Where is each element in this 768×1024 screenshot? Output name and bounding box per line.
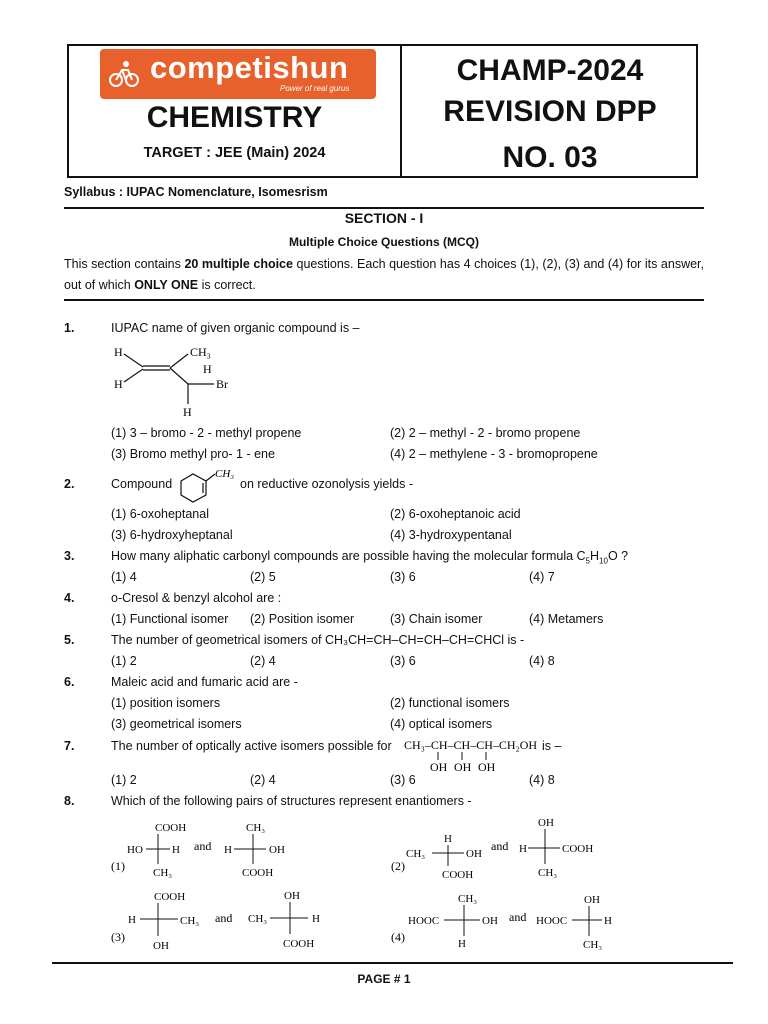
logo-tagline: Power of real gurus [280, 84, 350, 93]
question-text: is – [542, 739, 562, 753]
group-label: CH₃ [153, 867, 173, 879]
group-label: COOH [155, 822, 187, 834]
polyol-formula [402, 734, 542, 776]
dpp-title-line1: CHAMP-2024 [456, 54, 644, 87]
option: (2) Position isomer [250, 612, 355, 626]
group-label: HOOC [408, 915, 440, 927]
question-number: 1. [64, 321, 75, 335]
group-label: H [172, 844, 180, 856]
option: (1) 2 [111, 654, 137, 668]
section-title: SECTION - I [344, 210, 424, 226]
enantiomer-pair-3 [108, 884, 338, 956]
and-label: and [194, 839, 212, 853]
and-label: and [215, 911, 233, 925]
group-label: CH₃ [458, 893, 478, 905]
option: (3) 6 [390, 654, 416, 668]
question-number: 6. [64, 675, 75, 689]
question-text: The number of optically active isomers possible for [111, 739, 392, 753]
enantiomer-pair-2 [388, 812, 618, 884]
enantiomer-pair-1 [108, 816, 308, 884]
group-label: H [458, 938, 466, 950]
option: (4) Metamers [529, 612, 604, 626]
option: (3) 6 [390, 570, 416, 584]
question-number: 7. [64, 739, 75, 753]
group-label: OH [466, 848, 482, 860]
question-number: 4. [64, 591, 75, 605]
group-label: HOOC [536, 915, 568, 927]
group-label: H [312, 913, 320, 925]
option: (4) 8 [529, 773, 555, 787]
group-label: COOH [154, 891, 186, 903]
option: (3) 6-hydroxyheptanal [111, 528, 233, 542]
group-label: OH [584, 894, 600, 906]
option: (2) functional isomers [390, 696, 510, 710]
structure-q1 [110, 340, 240, 420]
group-label: CH₃ [538, 867, 558, 879]
option: (2) 5 [250, 570, 276, 584]
oh-group: OH [430, 760, 448, 774]
option: (1) 3 – bromo - 2 - methyl propene [111, 426, 302, 440]
group-label: H [224, 844, 232, 856]
option: (4) optical isomers [390, 717, 493, 731]
footer-divider [52, 962, 733, 964]
divider [64, 207, 704, 209]
atom-label: H [203, 362, 212, 376]
group-label: COOH [442, 869, 474, 881]
question-text: Compound [111, 477, 173, 491]
atom-label: H [183, 405, 192, 419]
question-text: o-Cresol & benzyl alcohol are : [111, 591, 282, 605]
atom-label: Br [216, 377, 228, 391]
instructions: This section contains 20 multiple choice questions. Each question has 4 choices (1), (2), (3) and (4) for its answer, out of which ONLY ONE is correct. [64, 257, 704, 292]
question-number: 3. [64, 549, 75, 563]
option: (1) position isomers [111, 696, 221, 710]
option: (1) 4 [111, 570, 137, 584]
option: (1) 2 [111, 773, 137, 787]
option-label: (2) [391, 859, 405, 873]
group-label: OH [153, 940, 169, 952]
group-label: CH₃ [180, 915, 200, 927]
and-label: and [509, 910, 527, 924]
target-exam: TARGET : JEE (Main) 2024 [143, 145, 326, 161]
question-text: on reductive ozonolysis yields - [240, 477, 413, 491]
cyclohexene-ring [173, 465, 243, 503]
group-label: H [128, 914, 136, 926]
ring-substituent: CH₃ [215, 468, 235, 480]
syllabus: Syllabus : IUPAC Nomenclature, Isomesrism [64, 185, 328, 199]
group-label: OH [284, 890, 300, 902]
question-number: 8. [64, 794, 75, 808]
subject-title: CHEMISTRY [146, 101, 323, 134]
formula-chain: CH₃–CH–CH–CH–CH₂OH [404, 738, 538, 752]
option-label: (4) [391, 930, 405, 944]
group-label: OH [538, 817, 554, 829]
option: (2) 4 [250, 654, 276, 668]
atom-label: CH₃ [190, 345, 211, 359]
enantiomer-pair-4 [388, 886, 628, 956]
group-label: OH [482, 915, 498, 927]
section-subtitle: Multiple Choice Questions (MCQ) [288, 235, 479, 249]
option: (4) 3-hydroxypentanal [390, 528, 512, 542]
group-label: COOH [562, 843, 594, 855]
group-label: CH₃ [583, 939, 603, 951]
option: (2) 4 [250, 773, 276, 787]
option: (1) 6-oxoheptanal [111, 507, 209, 521]
group-label: H [519, 843, 527, 855]
group-label: COOH [283, 938, 315, 950]
question-text: IUPAC name of given organic compound is – [111, 321, 360, 335]
option: (3) geometrical isomers [111, 717, 242, 731]
group-label: COOH [242, 867, 274, 879]
oh-group: OH [454, 760, 472, 774]
group-label: H [444, 833, 452, 845]
option: (3) 6 [390, 773, 416, 787]
question-number: 2. [64, 477, 75, 491]
page-number: PAGE # 1 [357, 972, 411, 986]
option: (1) Functional isomer [111, 612, 229, 626]
option: (4) 8 [529, 654, 555, 668]
logo-cyclist-icon [108, 58, 140, 90]
question-text: How many aliphatic carbonyl compounds are possible having the molecular formula $C_5H_{10}O$ ? [111, 549, 629, 566]
option-label: (3) [111, 930, 125, 944]
group-label: CH₃ [246, 822, 266, 834]
and-label: and [491, 839, 509, 853]
atom-label: H [114, 377, 123, 391]
dpp-title-line2: REVISION DPP [443, 95, 657, 128]
group-label: CH₃ [248, 913, 268, 925]
question-text: The number of geometrical isomers of CH₃CH=CH–CH=CH–CH=CHCl is - [111, 633, 525, 647]
option: (4) 2 – methylene - 3 - bromopropene [390, 447, 598, 461]
group-label: CH₃ [406, 848, 426, 860]
option: (3) Bromo methyl pro- 1 - ene [111, 447, 275, 461]
question-number: 5. [64, 633, 75, 647]
option: (2) 6-oxoheptanoic acid [390, 507, 521, 521]
group-label: OH [269, 844, 285, 856]
group-label: H [604, 915, 612, 927]
group-label: HO [127, 844, 143, 856]
question-text: Maleic acid and fumaric acid are - [111, 675, 298, 689]
divider [64, 299, 704, 301]
oh-group: OH [478, 760, 496, 774]
dpp-number: NO. 03 [502, 141, 598, 174]
question-text: Which of the following pairs of structures represent enantiomers - [111, 794, 472, 808]
option: (4) 7 [529, 570, 555, 584]
option-label: (1) [111, 859, 125, 873]
logo-text: competishun [150, 50, 349, 85]
option: (3) Chain isomer [390, 612, 483, 626]
option: (2) 2 – methyl - 2 - bromo propene [390, 426, 581, 440]
atom-label: H [114, 345, 123, 359]
